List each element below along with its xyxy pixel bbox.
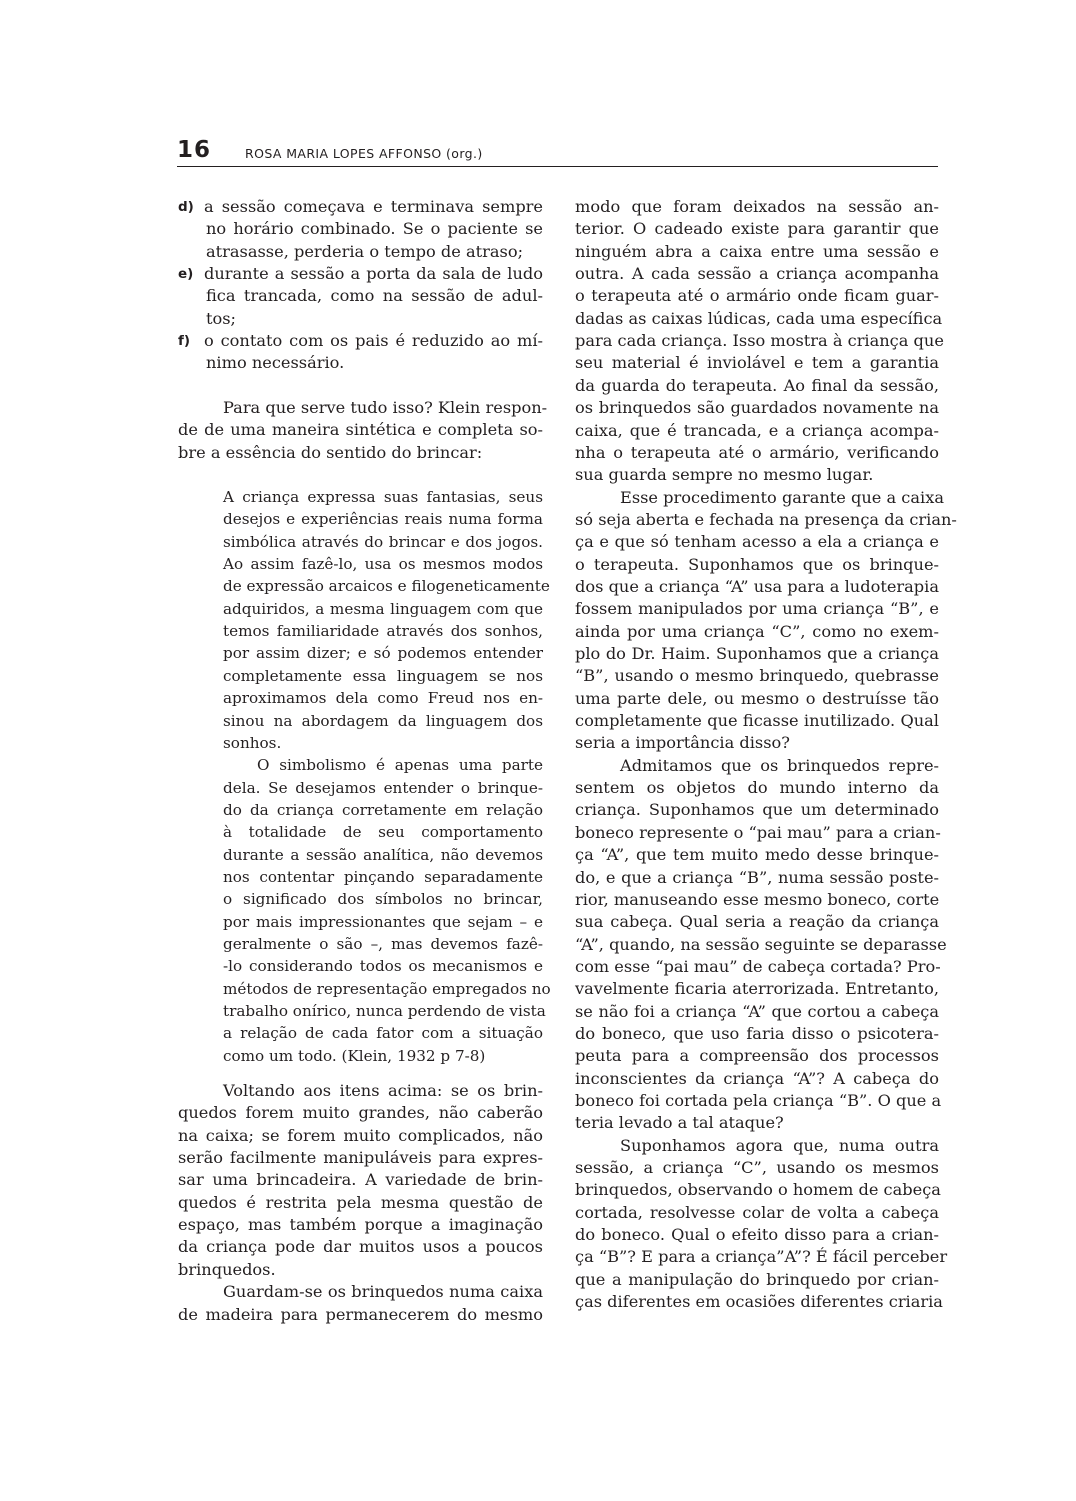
text-line: seria a importância disso? [575,733,790,753]
text-line: rior, manuseando esse mesmo boneco, corte [575,889,940,909]
text-line: do boneco. Qual o efeito disso para a crian- [575,1225,939,1245]
text-line: peuta para a compreensão dos processos [575,1046,939,1066]
text-line: vavelmente ficaria aterrorizada. Entretanto, [575,979,939,999]
text-line: outra. A cada sessão a criança acompanha [575,264,939,284]
text-line: de expressão arcaicos e filogeneticamente [223,577,550,596]
text-line: sar uma brincadeira. A variedade de brin- [178,1170,543,1190]
text-line: sinou na abordagem da linguagem dos [223,711,543,730]
text-line: o terapeuta até o armário onde ficam guar- [575,286,939,306]
text-line: com esse “pai mau” de cabeça cortada? Pro- [575,956,941,976]
text-line: boneco foi cortada pela criança “B”. O que a [575,1091,942,1110]
text-line: bre a essência do sentido do brincar: [178,442,483,462]
text-line: boneco represente o “pai mau” para a crian- [575,822,941,842]
list-item-label: f) [178,333,191,350]
text-line: para cada criança. Isso mostra à criança que [575,331,944,351]
text-line: seu material é inviolável e tem a garantia [575,353,939,373]
text-line: modo que foram deixados na sessão an- [575,197,939,216]
text-line: ça “A”, que tem muito medo desse brinque- [575,845,939,865]
text-line: de madeira para permanecerem do mesmo [178,1304,543,1324]
text-line: que a manipulação do brinquedo por crian- [575,1269,939,1289]
text-line: quedos é restrita pela mesma questão de [178,1192,543,1212]
text-line: O simbolismo é apenas uma parte [257,756,543,775]
text-line: Suponhamos agora que, numa outra [620,1135,939,1155]
text-line: plo do Dr. Haim. Suponhamos que a criança [575,644,939,663]
text-line: a relação de cada fator com a situação [223,1024,543,1043]
text-line: uma parte dele, ou mesmo o destruísse tão [575,688,939,708]
text-line: métodos de representação empregados no [223,979,551,998]
text-line: criança. Suponhamos que um determinado [575,800,939,820]
text-line: nha o terapeuta até o armário, verificando [575,442,939,462]
text-line: aproximamos dela como Freud nos en- [223,689,543,708]
text-line: sonhos. [223,733,282,752]
text-line: sua guarda sempre no mesmo lugar. [575,465,874,485]
text-line: sessão, a criança “C”, usando os mesmos [575,1158,939,1178]
text-line: simbólica através do brincar e dos jogos. [223,532,543,551]
text-line: brinquedos, observando o homem de cabeça [575,1180,941,1200]
text-line: sua cabeça. Qual seria a reação da criança [575,912,939,932]
text-line: Ao assim fazê-lo, usa os mesmos modos [223,555,543,574]
text-line: do boneco, que uso faria disso o psicotera- [575,1023,939,1043]
text-line: na caixa; se forem muito complicados, não [178,1125,543,1145]
text-line: adquiridos, a mesma linguagem com que [223,599,543,618]
text-line: Guardam-se os brinquedos numa caixa [223,1282,543,1302]
text-line: durante a sessão analítica, não devemos [223,845,543,864]
text-line: de de uma maneira sintética e completa so- [178,420,543,440]
text-line: quedos forem muito grandes, não caberão [178,1103,543,1123]
page-number: 16 [177,137,212,163]
text-line: inconscientes da criança “A”? A cabeça do [575,1068,939,1088]
text-line: ça “B”? E para a criança”A”? É fácil perceber [575,1247,948,1267]
text-line: temos familiaridade através dos sonhos, [223,622,543,641]
text-line: ça e que só tenham acesso a ela a criança e [575,532,939,552]
text-line: geralmente o são –, mas devemos fazê- [223,935,543,953]
text-line: terior. O cadeado existe para garantir que [575,219,939,239]
text-line: dadas as caixas lúdicas, cada uma específica [575,308,943,328]
text-line: do, e que a criança “B”, numa sessão poste- [575,867,939,887]
text-line: ainda por uma criança “C”, como no exem- [575,621,939,641]
text-line: só seja aberta e fechada na presença da crian- [575,509,957,529]
text-line: Voltando aos itens acima: se os brin- [223,1081,543,1100]
text-line: caixa, que é trancada, e a criança acompa- [575,420,939,440]
text-line: o significado dos símbolos no brincar, [223,890,543,909]
text-line: serão facilmente manipuláveis para expres- [178,1148,543,1168]
text-line: sentem os objetos do mundo interno da [575,778,939,798]
text-line: “A”, quando, na sessão seguinte se deparasse [575,934,947,954]
text-line: Admitamos que os brinquedos repre- [620,755,939,775]
text-line: os brinquedos são guardados novamente na [575,398,939,418]
text-line: “B”, usando o mesmo brinquedo, quebrasse [575,666,939,686]
text-line: durante a sessão a porta da sala de ludo [204,264,543,284]
text-line: dos que a criança “A” usa para a ludoterapia [575,576,939,596]
text-line: no horário combinado. Se o paciente se [206,219,543,239]
running-title: ROSA MARIA LOPES AFFONSO (org.) [245,146,483,161]
text-line: da guarda do terapeuta. Ao final da sessão, [575,375,939,395]
text-line: nimo necessário. [206,353,345,373]
text-line: da criança pode dar muitos usos a poucos [178,1237,543,1257]
text-line: atrasasse, perderia o tempo de atraso; [206,241,524,261]
text-line: a sessão começava e terminava sempre [204,197,543,216]
text-line: por assim dizer; e só podemos entender [223,644,543,663]
header-rule [177,166,938,167]
text-line: dela. Se desejamos entender o brinque- [223,778,543,797]
text-line: à totalidade de seu comportamento [223,823,543,842]
text-line: Para que serve tudo isso? Klein respon- [223,398,548,417]
text-line: se não foi a criança “A” que cortou a cabeça [575,1001,939,1021]
text-line: fica trancada, como na sessão de adul- [206,286,543,306]
text-line: o contato com os pais é reduzido ao mí- [204,331,543,351]
text-line: trabalho onírico, nunca perdendo de vista [223,1002,546,1021]
text-line: cortada, resolvesse colar de volta a cabeça [575,1202,939,1222]
text-line: como um todo. (Klein, 1932 p 7-8) [223,1046,486,1065]
text-line: desejos e experiências reais numa forma [223,510,543,529]
text-line: Esse procedimento garante que a caixa [620,487,944,507]
text-line: ninguém abra a caixa entre uma sessão e [575,241,939,261]
text-line: brinquedos. [178,1259,276,1279]
text-line: tos; [206,308,237,328]
text-line: fossem manipulados por uma criança “B”, e [575,599,939,619]
text-line: por mais impressionantes que sejam – e [223,912,543,931]
text-line: ças diferentes em ocasiões diferentes criaria [575,1292,943,1312]
list-item-label: e) [178,266,194,283]
text-line: A criança expressa suas fantasias, seus [223,488,543,506]
text-line: do da criança corretamente em relação [223,800,543,819]
text-line: nos contentar pinçando separadamente [223,867,543,886]
text-line: o terapeuta. Suponhamos que os brinque- [575,554,939,574]
text-line: completamente essa linguagem se nos [223,666,543,685]
list-item-label: d) [178,199,194,215]
text-line: teria levado a tal ataque? [575,1113,784,1133]
text-line: espaço, mas também porque a imaginação [178,1215,543,1235]
text-line: -lo considerando todos os mecanismos e [223,957,543,976]
text-line: completamente que ficasse inutilizado. Qual [575,711,939,731]
